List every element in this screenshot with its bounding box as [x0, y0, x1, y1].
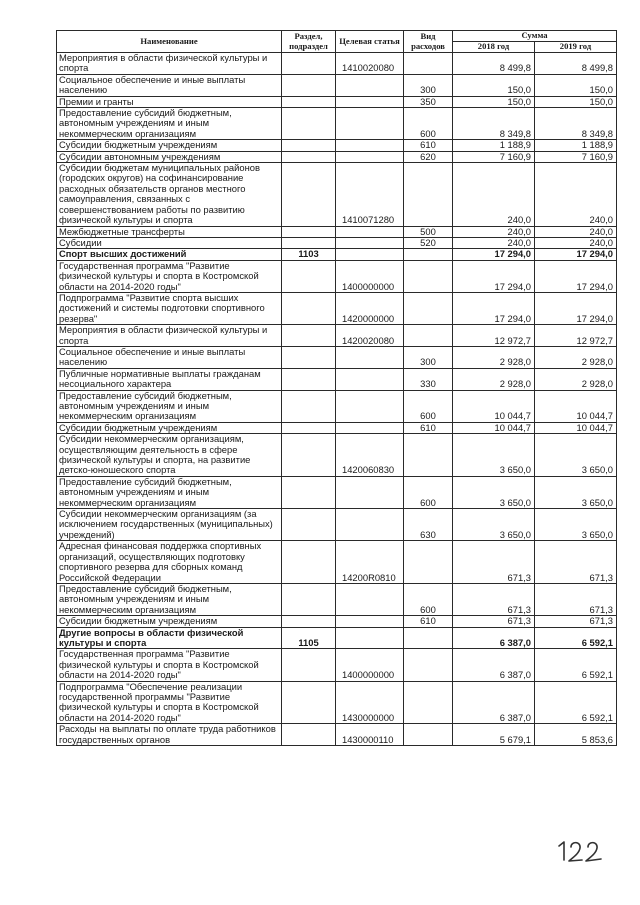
cell-expense-type: 300 [404, 74, 453, 96]
cell-article [336, 627, 404, 649]
cell-article [336, 422, 404, 433]
cell-name: Субсидии бюджетным учреждениям [57, 140, 282, 151]
cell-sum-2018: 150,0 [453, 74, 535, 96]
cell-sum-2019: 8 349,8 [535, 108, 617, 140]
table-row [57, 140, 617, 151]
cell-sum-2019: 7 160,9 [535, 151, 617, 162]
cell-article [336, 368, 404, 390]
cell-sum-2019: 12 972,7 [535, 325, 617, 347]
cell-name: Государственная программа "Развитие физической культуры и спорта в Костромской области на 2014-2020 годы" [57, 649, 282, 681]
cell-expense-type: 600 [404, 390, 453, 422]
cell-expense-type [404, 325, 453, 347]
cell-expense-type: 330 [404, 368, 453, 390]
cell-section [282, 368, 336, 390]
table-row [57, 74, 617, 96]
budget-table [56, 30, 617, 746]
cell-expense-type: 600 [404, 108, 453, 140]
cell-sum-2018: 5 679,1 [453, 724, 535, 746]
cell-article: 1410071280 [336, 163, 404, 226]
cell-sum-2019: 3 650,0 [535, 434, 617, 477]
cell-expense-type [404, 163, 453, 226]
cell-expense-type: 620 [404, 151, 453, 162]
cell-sum-2019: 6 592,1 [535, 627, 617, 649]
cell-sum-2019: 10 044,7 [535, 422, 617, 433]
cell-sum-2018: 2 928,0 [453, 368, 535, 390]
cell-sum-2018: 240,0 [453, 163, 535, 226]
cell-sum-2018: 8 349,8 [453, 108, 535, 140]
cell-name: Предоставление субсидий бюджетным, автономным учреждениям и иным некоммерческим организациям [57, 390, 282, 422]
cell-section [282, 346, 336, 368]
header-year-2019: 2019 год [535, 42, 617, 53]
cell-name: Подпрограмма "Развитие спорта высших достижений и системы подготовки спортивного резерва" [57, 292, 282, 324]
cell-article: 1430000000 [336, 681, 404, 724]
cell-expense-type: 600 [404, 583, 453, 615]
cell-section [282, 260, 336, 292]
cell-expense-type: 630 [404, 509, 453, 541]
cell-expense-type [404, 260, 453, 292]
cell-sum-2019: 671,3 [535, 541, 617, 584]
cell-sum-2019: 671,3 [535, 616, 617, 627]
cell-sum-2019: 2 928,0 [535, 346, 617, 368]
cell-article [336, 226, 404, 237]
cell-section [282, 616, 336, 627]
cell-sum-2019: 240,0 [535, 163, 617, 226]
cell-sum-2018: 671,3 [453, 616, 535, 627]
cell-article [336, 74, 404, 96]
cell-sum-2018: 6 387,0 [453, 649, 535, 681]
cell-expense-type [404, 53, 453, 75]
cell-name: Адресная финансовая поддержка спортивных организаций, осуществляющих подготовку спортивного резерва для сборных команд Российской Федерации [57, 541, 282, 584]
cell-section [282, 163, 336, 226]
table-row [57, 346, 617, 368]
cell-sum-2018: 10 044,7 [453, 390, 535, 422]
cell-sum-2018: 2 928,0 [453, 346, 535, 368]
cell-article [336, 108, 404, 140]
cell-article: 1430000110 [336, 724, 404, 746]
cell-section [282, 583, 336, 615]
table-row [57, 249, 617, 260]
cell-name: Субсидии [57, 237, 282, 248]
cell-section [282, 422, 336, 433]
cell-article [336, 140, 404, 151]
cell-expense-type: 610 [404, 140, 453, 151]
cell-sum-2018: 671,3 [453, 541, 535, 584]
cell-expense-type [404, 434, 453, 477]
cell-sum-2018: 8 499,8 [453, 53, 535, 75]
cell-section [282, 390, 336, 422]
cell-article: 1400000000 [336, 649, 404, 681]
cell-sum-2019: 240,0 [535, 237, 617, 248]
cell-name: Субсидии бюджетным учреждениям [57, 616, 282, 627]
cell-section [282, 292, 336, 324]
cell-sum-2018: 17 294,0 [453, 260, 535, 292]
cell-article [336, 237, 404, 248]
cell-article [336, 151, 404, 162]
cell-sum-2018: 17 294,0 [453, 249, 535, 260]
cell-name: Государственная программа "Развитие физической культуры и спорта в Костромской области на 2014-2020 годы" [57, 260, 282, 292]
cell-sum-2019: 17 294,0 [535, 260, 617, 292]
table-row [57, 53, 617, 75]
cell-article: 1420000000 [336, 292, 404, 324]
cell-expense-type [404, 681, 453, 724]
table-row [57, 434, 617, 477]
table-row [57, 163, 617, 226]
cell-section: 1103 [282, 249, 336, 260]
cell-article: 14200R0810 [336, 541, 404, 584]
cell-name: Субсидии некоммерческим организациям, осуществляющим деятельность в сфере физической культуры и спорта, на развитие детско-юношеского спорта [57, 434, 282, 477]
table-header [57, 31, 617, 53]
table-row [57, 627, 617, 649]
cell-sum-2018: 7 160,9 [453, 151, 535, 162]
cell-name: Социальное обеспечение и иные выплаты населению [57, 346, 282, 368]
cell-name: Спорт высших достижений [57, 249, 282, 260]
cell-sum-2019: 150,0 [535, 74, 617, 96]
table-row [57, 422, 617, 433]
cell-section [282, 96, 336, 107]
cell-name: Субсидии некоммерческим организациям (за исключением государственных (муниципальных) учреждений) [57, 509, 282, 541]
table-row [57, 724, 617, 746]
table-row [57, 541, 617, 584]
cell-name: Субсидии бюджетным учреждениям [57, 422, 282, 433]
cell-section [282, 434, 336, 477]
cell-sum-2019: 1 188,9 [535, 140, 617, 151]
cell-sum-2018: 3 650,0 [453, 434, 535, 477]
cell-sum-2019: 3 650,0 [535, 509, 617, 541]
cell-sum-2019: 17 294,0 [535, 249, 617, 260]
table-row [57, 616, 617, 627]
cell-section [282, 74, 336, 96]
cell-sum-2019: 6 592,1 [535, 649, 617, 681]
table-row [57, 237, 617, 248]
table-row [57, 390, 617, 422]
table-body [57, 53, 617, 746]
cell-sum-2019: 240,0 [535, 226, 617, 237]
cell-section [282, 649, 336, 681]
cell-name: Межбюджетные трансферты [57, 226, 282, 237]
cell-sum-2019: 17 294,0 [535, 292, 617, 324]
header-sum: Сумма [453, 31, 617, 42]
cell-name: Субсидии бюджетам муниципальных районов (городских округов) на софинансирование расходных обязательств органов местного самоуправления, связанных с совершенствованием работы по развитию физической культуры и спорта [57, 163, 282, 226]
cell-article [336, 616, 404, 627]
header-article: Целевая статья [336, 31, 404, 53]
table-row [57, 325, 617, 347]
cell-expense-type [404, 724, 453, 746]
cell-sum-2018: 10 044,7 [453, 422, 535, 433]
cell-section [282, 140, 336, 151]
cell-name: Мероприятия в области физической культуры и спорта [57, 325, 282, 347]
cell-article: 1400000000 [336, 260, 404, 292]
cell-expense-type: 300 [404, 346, 453, 368]
cell-name: Предоставление субсидий бюджетным, автономным учреждениям и иным некоммерческим организациям [57, 583, 282, 615]
cell-expense-type [404, 627, 453, 649]
cell-sum-2019: 8 499,8 [535, 53, 617, 75]
cell-name: Премии и гранты [57, 96, 282, 107]
cell-article [336, 476, 404, 508]
cell-section [282, 509, 336, 541]
cell-sum-2019: 6 592,1 [535, 681, 617, 724]
cell-section [282, 151, 336, 162]
cell-name: Субсидии автономным учреждениям [57, 151, 282, 162]
handwritten-page-number [555, 838, 607, 864]
cell-sum-2019: 2 928,0 [535, 368, 617, 390]
cell-article [336, 509, 404, 541]
cell-article [336, 390, 404, 422]
table-row [57, 108, 617, 140]
cell-section [282, 325, 336, 347]
cell-section: 1105 [282, 627, 336, 649]
budget-table-container [56, 30, 616, 746]
cell-name: Публичные нормативные выплаты гражданам несоциального характера [57, 368, 282, 390]
cell-section [282, 53, 336, 75]
cell-sum-2019: 671,3 [535, 583, 617, 615]
table-row [57, 681, 617, 724]
cell-expense-type: 610 [404, 422, 453, 433]
cell-expense-type [404, 292, 453, 324]
cell-sum-2019: 3 650,0 [535, 476, 617, 508]
cell-expense-type: 600 [404, 476, 453, 508]
cell-sum-2019: 5 853,6 [535, 724, 617, 746]
cell-sum-2018: 3 650,0 [453, 509, 535, 541]
cell-article: 1410020080 [336, 53, 404, 75]
cell-name: Предоставление субсидий бюджетным, автономным учреждениям и иным некоммерческим организациям [57, 108, 282, 140]
table-row [57, 583, 617, 615]
cell-sum-2018: 17 294,0 [453, 292, 535, 324]
cell-sum-2018: 671,3 [453, 583, 535, 615]
cell-sum-2018: 12 972,7 [453, 325, 535, 347]
table-row [57, 226, 617, 237]
cell-section [282, 226, 336, 237]
cell-sum-2018: 150,0 [453, 96, 535, 107]
cell-article [336, 249, 404, 260]
cell-sum-2018: 240,0 [453, 237, 535, 248]
header-name: Наименование [57, 31, 282, 53]
cell-sum-2018: 240,0 [453, 226, 535, 237]
cell-section [282, 681, 336, 724]
cell-name: Другие вопросы в области физической культуры и спорта [57, 627, 282, 649]
header-section: Раздел, подраздел [282, 31, 336, 53]
table-row [57, 260, 617, 292]
cell-article [336, 583, 404, 615]
cell-article [336, 96, 404, 107]
cell-expense-type [404, 541, 453, 584]
cell-name: Предоставление субсидий бюджетным, автономным учреждениям и иным некоммерческим организациям [57, 476, 282, 508]
cell-sum-2019: 10 044,7 [535, 390, 617, 422]
cell-section [282, 476, 336, 508]
cell-article: 1420020080 [336, 325, 404, 347]
cell-sum-2018: 6 387,0 [453, 681, 535, 724]
table-row [57, 368, 617, 390]
cell-expense-type: 610 [404, 616, 453, 627]
cell-sum-2019: 150,0 [535, 96, 617, 107]
cell-sum-2018: 1 188,9 [453, 140, 535, 151]
cell-expense-type [404, 649, 453, 681]
cell-sum-2018: 3 650,0 [453, 476, 535, 508]
table-row [57, 292, 617, 324]
cell-expense-type: 500 [404, 226, 453, 237]
cell-expense-type [404, 249, 453, 260]
table-row [57, 476, 617, 508]
cell-name: Подпрограмма "Обеспечение реализации государственной программы "Развитие физической культуры и спорта в Костромской области на 2014-2020 годы" [57, 681, 282, 724]
cell-article [336, 346, 404, 368]
table-row [57, 509, 617, 541]
table-row [57, 649, 617, 681]
cell-name: Социальное обеспечение и иные выплаты населению [57, 74, 282, 96]
cell-name: Мероприятия в области физической культуры и спорта [57, 53, 282, 75]
table-row [57, 151, 617, 162]
cell-section [282, 724, 336, 746]
cell-article: 1420060830 [336, 434, 404, 477]
cell-section [282, 541, 336, 584]
cell-section [282, 237, 336, 248]
table-row [57, 96, 617, 107]
header-year-2018: 2018 год [453, 42, 535, 53]
cell-expense-type: 520 [404, 237, 453, 248]
cell-name: Расходы на выплаты по оплате труда работников государственных органов [57, 724, 282, 746]
header-type: Вид расходов [404, 31, 453, 53]
cell-sum-2018: 6 387,0 [453, 627, 535, 649]
cell-section [282, 108, 336, 140]
cell-expense-type: 350 [404, 96, 453, 107]
